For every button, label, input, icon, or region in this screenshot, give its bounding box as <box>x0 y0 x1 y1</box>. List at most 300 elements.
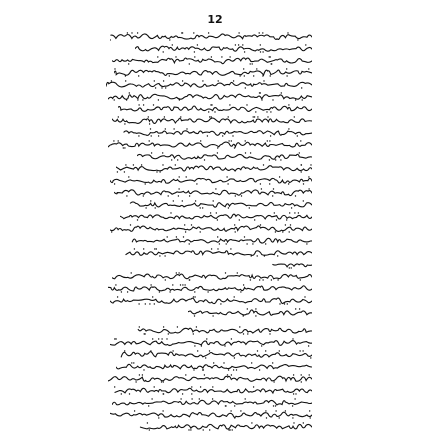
ink-dot <box>223 362 224 363</box>
ink-dot <box>273 381 274 382</box>
ink-path <box>115 388 312 393</box>
ink-dot <box>245 398 246 399</box>
ink-dot <box>211 56 212 57</box>
ink-dot <box>270 135 271 136</box>
ink-dot <box>168 333 169 334</box>
ink-dot <box>224 345 225 346</box>
ink-dot <box>275 410 276 411</box>
ink-dot <box>178 195 179 196</box>
ink-dot <box>129 393 130 394</box>
ink-dot <box>251 422 252 423</box>
ink-dot <box>253 75 254 76</box>
ink-dot <box>144 333 145 334</box>
ink-dot <box>125 80 126 81</box>
handwritten-line-ink <box>125 248 312 256</box>
ink-dot <box>143 248 144 249</box>
ink-dot <box>115 338 116 339</box>
ink-dot <box>244 75 245 76</box>
ink-dot <box>200 207 201 208</box>
ink-dot <box>189 243 190 244</box>
ink-dot <box>288 104 289 105</box>
ink-dot <box>257 255 258 256</box>
ink-dot <box>129 92 130 93</box>
ink-dot <box>286 219 287 220</box>
text-line <box>106 360 312 372</box>
ink-dot <box>180 398 181 399</box>
ink-dot <box>231 374 232 375</box>
ink-stroke <box>112 116 312 125</box>
text-line <box>106 282 312 294</box>
ink-dot <box>262 279 263 280</box>
ink-dot <box>297 135 298 136</box>
handwritten-line-ink <box>122 128 312 136</box>
ink-dot <box>205 357 206 358</box>
ink-dot <box>147 422 148 423</box>
ink-dot <box>194 345 195 346</box>
ink-dot <box>134 248 135 249</box>
ink-dot <box>118 116 119 117</box>
ink-dot <box>193 296 194 297</box>
ink-dot <box>294 212 295 213</box>
ink-dot <box>244 236 245 237</box>
ink-path <box>137 154 312 159</box>
text-line <box>106 348 312 360</box>
ink-dot <box>284 303 285 304</box>
ink-dot <box>285 410 286 411</box>
ink-stroke <box>137 326 312 335</box>
ink-dot <box>178 188 179 189</box>
ink-path <box>108 376 312 381</box>
ink-dot <box>300 140 301 141</box>
ink-dot <box>309 374 310 375</box>
ink-dot <box>277 279 278 280</box>
ink-path <box>114 70 312 75</box>
ink-dot <box>169 291 170 292</box>
ink-dot <box>178 272 179 273</box>
paragraph-1 <box>106 30 312 270</box>
ink-dot <box>226 243 227 244</box>
handwritten-line-ink <box>118 104 312 112</box>
ink-dot <box>130 224 131 225</box>
ink-dot <box>261 99 262 100</box>
ink-dot <box>246 104 247 105</box>
ink-dot <box>202 80 203 81</box>
ink-dot <box>170 212 171 213</box>
ink-path <box>114 190 312 196</box>
ink-dot <box>227 183 228 184</box>
ink-dot <box>236 369 237 370</box>
ink-dot <box>159 291 160 292</box>
ink-dot <box>246 243 247 244</box>
text-line <box>106 150 312 162</box>
ink-stroke <box>116 164 312 173</box>
ink-dot <box>154 248 155 249</box>
ink-dot <box>294 398 295 399</box>
ink-dot <box>111 231 112 232</box>
ink-dot <box>277 255 278 256</box>
handwritten-line-ink <box>110 32 312 40</box>
ink-dot <box>310 164 311 165</box>
handwritten-line-ink <box>110 338 312 346</box>
text-line <box>106 234 312 246</box>
ink-dot <box>154 386 155 387</box>
ink-dot <box>228 116 229 117</box>
ink-dot <box>155 207 156 208</box>
ink-dot <box>153 104 154 105</box>
ink-dot <box>189 63 190 64</box>
ink-dot <box>207 291 208 292</box>
ink-dot <box>301 381 302 382</box>
ink-dot <box>240 410 241 411</box>
ink-path <box>110 412 312 417</box>
ink-dot <box>309 410 310 411</box>
ink-dot <box>250 63 251 64</box>
ink-dot <box>127 32 128 33</box>
ink-dot <box>126 99 127 100</box>
ink-dot <box>297 39 298 40</box>
ink-dot <box>267 140 268 141</box>
ink-dot <box>164 116 165 117</box>
ink-dot <box>252 63 253 64</box>
handwritten-line-ink <box>137 152 312 160</box>
handwritten-line-ink <box>116 362 312 370</box>
ink-dot <box>269 159 270 160</box>
ink-dot <box>117 296 118 297</box>
ink-dot <box>239 326 240 327</box>
ink-path <box>126 251 312 256</box>
ink-dot <box>162 152 163 153</box>
ink-dot <box>206 338 207 339</box>
ink-dot <box>256 68 257 69</box>
ink-dot <box>151 135 152 136</box>
ink-path <box>110 298 312 304</box>
text-line <box>106 420 312 432</box>
ink-stroke <box>131 236 312 245</box>
ink-stroke <box>114 188 312 197</box>
ink-dot <box>173 128 174 129</box>
ink-dot <box>228 207 229 208</box>
ink-dot <box>138 104 139 105</box>
ink-dot <box>245 87 246 88</box>
ink-dot <box>234 405 235 406</box>
ink-dot <box>243 284 244 285</box>
ink-dot <box>150 128 151 129</box>
handwritten-line-ink <box>135 44 312 52</box>
ink-path <box>132 238 312 243</box>
ink-dot <box>175 56 176 57</box>
ink-dot <box>266 111 267 112</box>
ink-dot <box>260 51 261 52</box>
ink-dot <box>222 135 223 136</box>
ink-dot <box>148 116 149 117</box>
ink-dot <box>111 80 112 81</box>
ink-dot <box>227 374 228 375</box>
ink-path <box>124 131 312 136</box>
ink-dot <box>149 140 150 141</box>
ink-dot <box>197 350 198 351</box>
ink-dot <box>239 75 240 76</box>
ink-dot <box>189 279 190 280</box>
ink-dot <box>166 338 167 339</box>
ink-dot <box>158 417 159 418</box>
ink-dot <box>165 279 166 280</box>
ink-dot <box>163 80 164 81</box>
ink-dot <box>177 159 178 160</box>
ink-stroke <box>188 308 312 317</box>
ink-dot <box>275 231 276 232</box>
handwritten-line-ink <box>112 56 312 64</box>
ink-dot <box>185 231 186 232</box>
ink-dot <box>279 417 280 418</box>
ink-dot <box>110 39 111 40</box>
ink-stroke <box>114 386 312 395</box>
ink-dot <box>138 75 139 76</box>
ink-dot <box>117 171 118 172</box>
handwritten-line-ink <box>110 296 312 304</box>
ink-dot <box>156 171 157 172</box>
ink-dot <box>255 308 256 309</box>
ink-path <box>116 166 312 171</box>
ink-dot <box>209 350 210 351</box>
ink-dot <box>161 381 162 382</box>
ink-dot <box>148 405 149 406</box>
ink-path <box>108 142 312 147</box>
text-line <box>106 126 312 138</box>
ink-dot <box>121 291 122 292</box>
ink-dot <box>234 147 235 148</box>
ink-dot <box>271 63 272 64</box>
ink-dot <box>201 345 202 346</box>
ink-dot <box>176 236 177 237</box>
ink-dot <box>267 116 268 117</box>
ink-dot <box>159 171 160 172</box>
ink-stroke <box>112 56 312 65</box>
ink-dot <box>303 422 304 423</box>
ink-dot <box>292 338 293 339</box>
text-line <box>106 336 312 348</box>
ink-dot <box>217 236 218 237</box>
ink-dot <box>253 116 254 117</box>
ink-dot <box>162 410 163 411</box>
ink-dot <box>288 128 289 129</box>
ink-path <box>138 328 312 333</box>
ink-path <box>188 310 312 315</box>
ink-dot <box>151 398 152 399</box>
ink-dot <box>294 116 295 117</box>
ink-dot <box>231 338 232 339</box>
ink-dot <box>193 369 194 370</box>
ink-dot <box>191 386 192 387</box>
ink-dot <box>180 116 181 117</box>
ink-dot <box>145 183 146 184</box>
ink-dot <box>285 224 286 225</box>
ink-dot <box>289 231 290 232</box>
ink-dot <box>301 374 302 375</box>
ink-dot <box>164 255 165 256</box>
ink-dot <box>217 248 218 249</box>
ink-path <box>112 274 312 279</box>
handwritten-line-ink <box>116 164 312 172</box>
ink-stroke <box>108 140 312 149</box>
ink-dot <box>270 56 271 57</box>
text-line <box>106 42 312 54</box>
ink-stroke <box>110 410 312 419</box>
ink-dot <box>138 135 139 136</box>
ink-dot <box>156 248 157 249</box>
ink-dot <box>303 183 304 184</box>
ink-dot <box>249 207 250 208</box>
ink-dot <box>161 338 162 339</box>
ink-dot <box>200 231 201 232</box>
ink-dot <box>244 51 245 52</box>
ink-dot <box>234 357 235 358</box>
ink-dot <box>194 291 195 292</box>
handwritten-line-ink <box>112 116 312 124</box>
ink-dot <box>262 32 263 33</box>
handwritten-line-ink <box>110 176 312 184</box>
ink-dot <box>150 200 151 201</box>
ink-dot <box>155 87 156 88</box>
ink-dot <box>291 207 292 208</box>
ink-dot <box>113 140 114 141</box>
ink-path <box>112 118 312 123</box>
ink-dot <box>298 212 299 213</box>
ink-dot <box>220 303 221 304</box>
ink-path <box>110 341 312 346</box>
ink-dot <box>261 345 262 346</box>
ink-dot <box>171 159 172 160</box>
ink-dot <box>175 164 176 165</box>
ink-dot <box>184 284 185 285</box>
ink-dot <box>172 284 173 285</box>
ink-stroke <box>122 128 312 137</box>
ink-dot <box>266 417 267 418</box>
ink-dot <box>213 200 214 201</box>
ink-dot <box>295 99 296 100</box>
ink-dot <box>142 374 143 375</box>
text-line <box>106 138 312 150</box>
ink-dot <box>289 267 290 268</box>
ink-dot <box>194 56 195 57</box>
text-line <box>106 396 312 408</box>
ink-dot <box>247 308 248 309</box>
text-line <box>106 102 312 114</box>
ink-dot <box>115 284 116 285</box>
ink-dot <box>270 75 271 76</box>
ink-dot <box>204 159 205 160</box>
ink-dot <box>213 362 214 363</box>
ink-dot <box>286 75 287 76</box>
ink-dot <box>167 236 168 237</box>
ink-dot <box>169 75 170 76</box>
ink-dot <box>185 374 186 375</box>
ink-dot <box>272 99 273 100</box>
ink-dot <box>154 80 155 81</box>
ink-stroke <box>116 362 312 371</box>
ink-dot <box>295 393 296 394</box>
ink-dot <box>281 92 282 93</box>
ink-dot <box>243 333 244 334</box>
ink-dot <box>291 267 292 268</box>
ink-dot <box>207 135 208 136</box>
ink-stroke <box>110 32 312 41</box>
ink-dot <box>179 99 180 100</box>
ink-dot <box>308 345 309 346</box>
ink-dot <box>253 386 254 387</box>
ink-stroke <box>106 80 312 89</box>
ink-dot <box>229 104 230 105</box>
ink-dot <box>250 279 251 280</box>
ink-dot <box>310 357 311 358</box>
ink-dot <box>242 44 243 45</box>
ink-dot <box>269 183 270 184</box>
ink-dot <box>276 219 277 220</box>
ink-dot <box>264 255 265 256</box>
ink-dot <box>287 303 288 304</box>
ink-dot <box>211 104 212 105</box>
ink-dot <box>194 315 195 316</box>
ink-dot <box>231 140 232 141</box>
ink-path <box>121 352 312 357</box>
ink-dot <box>216 212 217 213</box>
text-line <box>106 54 312 66</box>
handwritten-line-ink <box>108 284 312 292</box>
ink-dot <box>226 176 227 177</box>
ink-dot <box>308 188 309 189</box>
ink-dot <box>124 171 125 172</box>
ink-path <box>135 46 312 51</box>
ink-dot <box>197 44 198 45</box>
ink-dot <box>139 326 140 327</box>
ink-path <box>111 34 312 40</box>
handwritten-line-ink <box>108 374 312 382</box>
ink-dot <box>272 362 273 363</box>
ink-dot <box>308 68 309 69</box>
ink-dot <box>301 87 302 88</box>
ink-dot <box>245 140 246 141</box>
ink-dot <box>279 176 280 177</box>
ink-dot <box>152 338 153 339</box>
text-line <box>106 270 312 282</box>
ink-stroke <box>110 296 312 305</box>
ink-dot <box>114 68 115 69</box>
ink-dot <box>301 164 302 165</box>
ink-dot <box>299 308 300 309</box>
ink-dot <box>124 147 125 148</box>
ink-dot <box>293 393 294 394</box>
ink-dot <box>143 369 144 370</box>
ink-dot <box>292 405 293 406</box>
ink-dot <box>237 272 238 273</box>
ink-dot <box>163 326 164 327</box>
ink-dot <box>250 152 251 153</box>
ink-dot <box>183 236 184 237</box>
ink-dot <box>235 44 236 45</box>
ink-dot <box>114 183 115 184</box>
ink-dot <box>275 159 276 160</box>
handwritten-line-ink <box>108 92 312 100</box>
ink-dot <box>196 326 197 327</box>
text-line <box>106 30 312 42</box>
ink-dot <box>259 279 260 280</box>
ink-dot <box>210 212 211 213</box>
handwritten-line-ink <box>271 260 312 268</box>
ink-dot <box>177 326 178 327</box>
ink-dot <box>240 291 241 292</box>
ink-dot <box>293 422 294 423</box>
text-line <box>106 384 312 396</box>
handwritten-line-ink <box>110 410 312 418</box>
